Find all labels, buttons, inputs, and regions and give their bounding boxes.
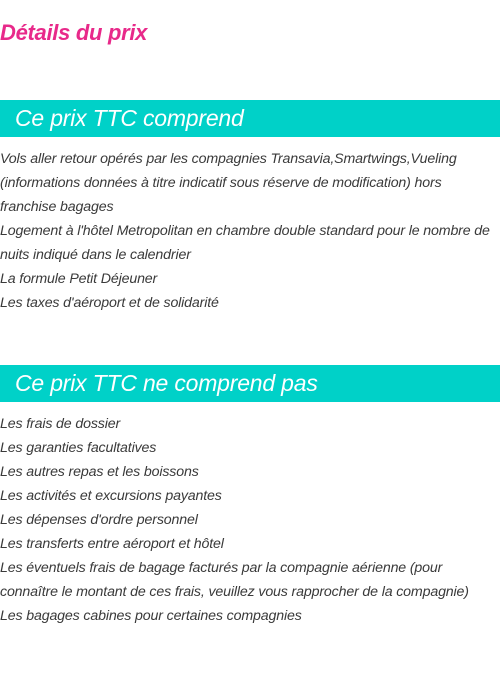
list-item: Logement à l'hôtel Metropolitan en chambre double standard pour le nombre de nuits indiqué dans le calendrier [0,223,490,263]
list-item: Les dépenses d'ordre personnel [0,512,198,528]
page-title: Détails du prix [0,20,148,45]
included-list [0,147,500,315]
list-item: Les taxes d'aéroport et de solidarité [0,295,219,311]
list-item: Les activités et excursions payantes [0,488,222,504]
list-item: La formule Petit Déjeuner [0,271,158,287]
list-item: Les autres repas et les boissons [0,464,199,480]
list-item: Les éventuels frais de bagage facturés par la compagnie aérienne (pour connaître le montant de ces frais, veuillez vous rapprocher de la compagnie) [0,560,469,600]
section-header-included: Ce prix TTC comprend [0,100,500,137]
excluded-list [0,412,500,628]
list-item: Vols aller retour opérés par les compagnies Transavia,Smartwings,Vueling (informations données à titre indicatif sous réserve de modification) hors franchise bagages [0,151,457,215]
list-item: Les transferts entre aéroport et hôtel [0,536,224,552]
list-item: Les bagages cabines pour certaines compagnies [0,608,302,624]
list-item: Les frais de dossier [0,416,121,432]
list-item: Les garanties facultatives [0,440,157,456]
section-header-excluded: Ce prix TTC ne comprend pas [0,365,500,402]
